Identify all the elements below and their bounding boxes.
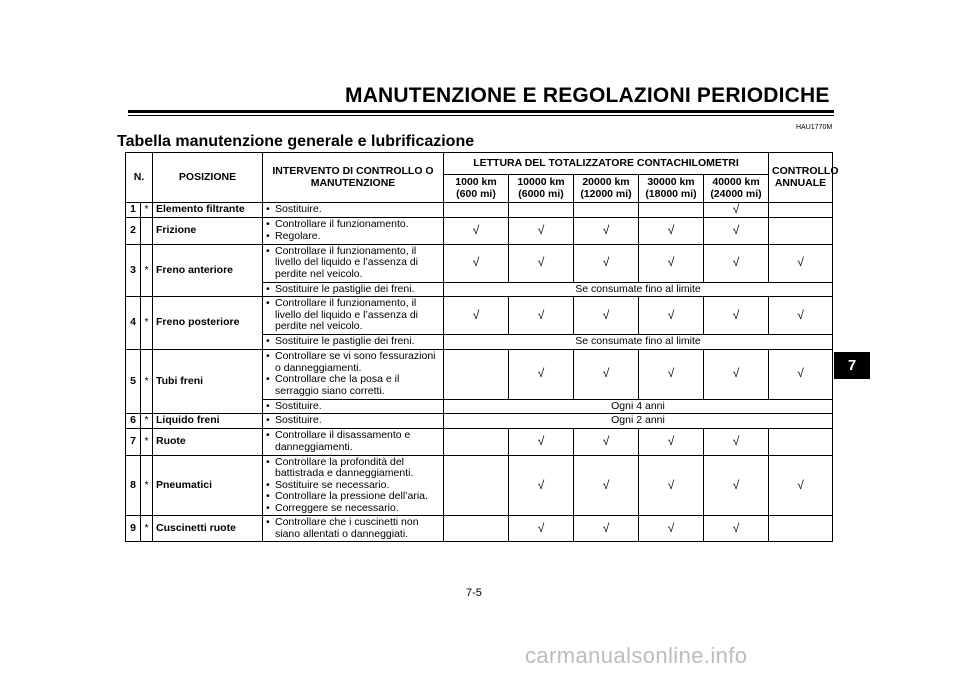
table-row: 5 * Tubi freni • Controllare se vi sono fessurazioni o danneggiamenti. • Controllare che la posa e il serraggio siano corretti. √ √ √ √ √: [126, 349, 833, 399]
check-mark: √: [574, 244, 639, 282]
check-mark: √: [509, 428, 574, 455]
table-row: 4 * Freno posteriore • Controllare il funzionamento, il livello del liquido e l’assenza di perdite nel veicolo. √ √ √ √ √ √: [126, 297, 833, 335]
check-mark: √: [769, 455, 833, 516]
check-mark: √: [704, 455, 769, 516]
table-row: 9 * Cuscinetti ruote • Controllare che i cuscinetti non siano allentati o danneggiati. √ √ √ √: [126, 516, 833, 542]
check-mark: √: [639, 349, 704, 399]
table-row: 3 * Freno anteriore • Controllare il funzionamento, il livello del liquido e l’assenza di perdite nel veicolo. √ √ √ √ √ √: [126, 244, 833, 282]
document-code: HAU1770M: [796, 124, 833, 131]
watermark: carmanualsonline.info: [525, 643, 748, 668]
header-interval: 10000 km (6000 mi): [509, 175, 574, 203]
check-mark: √: [509, 516, 574, 542]
check-mark: √: [704, 516, 769, 542]
check-mark: √: [444, 244, 509, 282]
check-mark: √: [704, 428, 769, 455]
check-mark: √: [639, 455, 704, 516]
header-position: POSIZIONE: [153, 153, 263, 203]
table-row: 1 * Elemento filtrante • Sostituire. √: [126, 203, 833, 218]
page-number: 7-5: [466, 587, 482, 599]
check-mark: √: [509, 455, 574, 516]
check-mark: √: [639, 428, 704, 455]
check-mark: √: [509, 297, 574, 335]
check-mark: √: [509, 244, 574, 282]
check-mark: √: [444, 297, 509, 335]
header-rule-thick: [128, 110, 834, 113]
check-mark: √: [704, 244, 769, 282]
page-header-title: MANUTENZIONE E REGOLAZIONI PERIODICHE: [345, 84, 830, 107]
check-mark: √: [704, 349, 769, 399]
table-row: 8 * Pneumatici • Controllare la profondità del battistrada e danneggiamenti. • Sostituire se necessario. • Controllare la pressione dell’aria. • Correggere se necessario. √ √ √ √ √: [126, 455, 833, 516]
header-rule-thin: [128, 115, 834, 116]
check-mark: √: [444, 217, 509, 244]
table-row: • Sostituire. Ogni 4 anni: [126, 399, 833, 414]
check-mark: √: [769, 349, 833, 399]
header-intervention: INTERVENTO DI CONTROLLO O MANUTENZIONE: [263, 153, 444, 203]
check-mark: √: [574, 349, 639, 399]
check-mark: √: [574, 516, 639, 542]
header-odometer: LETTURA DEL TOTALIZZATORE CONTACHILOMETRI: [444, 153, 769, 175]
check-mark: √: [769, 244, 833, 282]
check-mark: √: [639, 516, 704, 542]
check-mark: √: [704, 297, 769, 335]
check-mark: √: [509, 349, 574, 399]
table-row: 7 * Ruote • Controllare il disassamento e danneggiamenti. √ √ √ √: [126, 428, 833, 455]
check-mark: √: [769, 297, 833, 335]
header-interval: 1000 km (600 mi): [444, 175, 509, 203]
check-mark: √: [574, 455, 639, 516]
table-row: • Sostituire le pastiglie dei freni. Se consumate fino al limite: [126, 282, 833, 297]
check-mark: √: [639, 217, 704, 244]
check-mark: √: [574, 428, 639, 455]
header-interval: 40000 km (24000 mi): [704, 175, 769, 203]
header-interval: 30000 km (18000 mi): [639, 175, 704, 203]
table-row: 6 * Liquido freni • Sostituire. Ogni 2 anni: [126, 414, 833, 429]
check-mark: √: [639, 297, 704, 335]
check-mark: √: [639, 244, 704, 282]
header-n: N.: [126, 153, 153, 203]
table-row: • Sostituire le pastiglie dei freni. Se consumate fino al limite: [126, 335, 833, 350]
check-mark: √: [574, 217, 639, 244]
check-mark: √: [704, 203, 769, 218]
maintenance-table: [125, 152, 839, 542]
check-mark: √: [574, 297, 639, 335]
section-title: Tabella manutenzione generale e lubrificazione: [117, 133, 475, 150]
table-row: 2 Frizione • Controllare il funzionamento. • Regolare. √ √ √ √ √: [126, 217, 833, 244]
header-interval: 20000 km (12000 mi): [574, 175, 639, 203]
header-annual: CONTROLLO ANNUALE: [769, 153, 833, 203]
check-mark: √: [704, 217, 769, 244]
check-mark: √: [509, 217, 574, 244]
chapter-tab: 7: [834, 352, 870, 379]
